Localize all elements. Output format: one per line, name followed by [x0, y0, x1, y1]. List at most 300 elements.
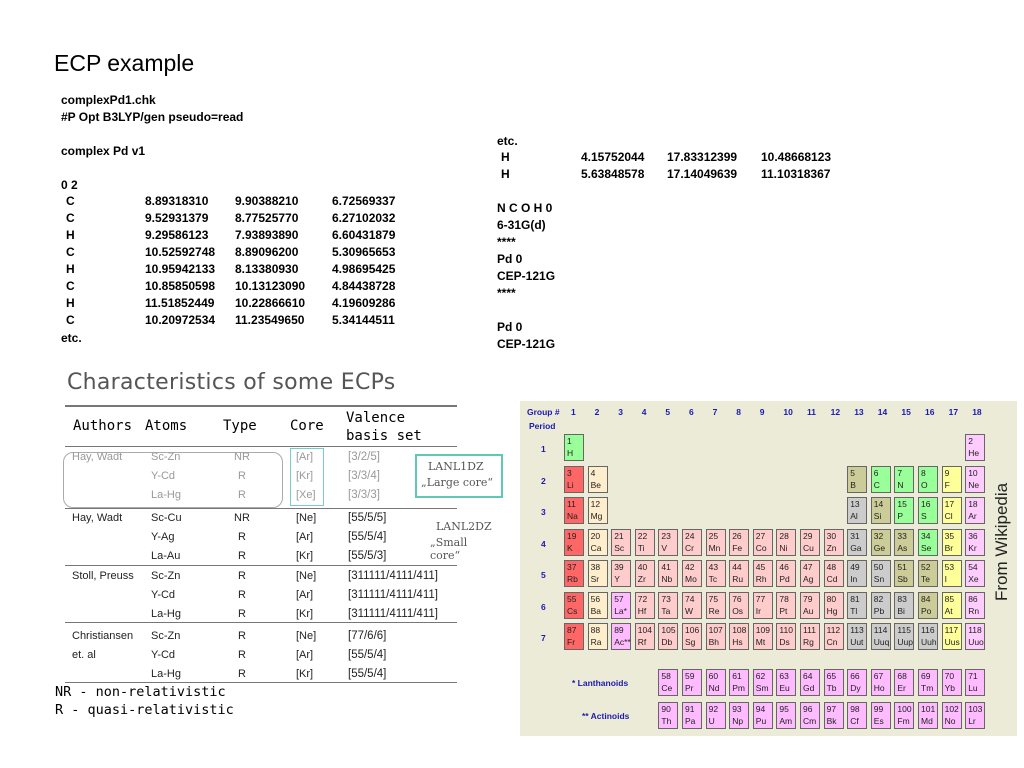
element-symbol: Hf	[637, 605, 647, 616]
atomic-number: 6	[873, 467, 879, 478]
coordinate-value: 10.13123090	[235, 279, 306, 293]
element-cell	[918, 497, 938, 524]
atomic-number: 80	[826, 593, 837, 604]
element-cell	[564, 466, 584, 493]
basis-line: CEP-121G	[497, 269, 556, 283]
element-cell	[965, 702, 985, 729]
atomic-number: 74	[685, 593, 695, 604]
atomic-number: 51	[897, 562, 907, 572]
element-cell	[847, 623, 867, 650]
atomic-number: 33	[897, 530, 907, 541]
basis-line: CEP-121G	[497, 337, 556, 351]
core-cell: [Ne]	[296, 570, 317, 582]
table-rule	[65, 446, 457, 447]
group-number: 9	[759, 407, 765, 417]
element-cell	[965, 669, 985, 696]
element-symbol: He	[968, 448, 980, 458]
element-symbol: Tl	[850, 605, 858, 616]
group-number: 4	[641, 407, 647, 417]
element-cell	[753, 623, 773, 650]
element-cell	[682, 529, 702, 556]
element-symbol: Cs	[567, 605, 578, 616]
element-symbol: Na	[567, 511, 578, 521]
element-symbol: Be	[590, 479, 601, 490]
atomic-number: 18	[968, 499, 978, 509]
element-symbol: Cu	[803, 542, 814, 553]
element-symbol: W	[685, 605, 694, 616]
atomic-number: 62	[755, 671, 766, 681]
atomic-number: 105	[661, 625, 676, 635]
element-symbol: Fm	[897, 716, 910, 726]
element-symbol: Ag	[803, 574, 814, 584]
element-cell	[847, 529, 867, 556]
atoms-cell: Sc-Zn	[151, 570, 181, 582]
table-rule	[65, 508, 457, 509]
atomic-number: 19	[567, 530, 577, 541]
atomic-number: 35	[944, 530, 955, 541]
atomic-number: 42	[685, 562, 695, 572]
group-number: 13	[854, 407, 864, 417]
atomic-number: 50	[873, 562, 884, 572]
element-cell	[942, 669, 962, 696]
atomic-number: 104	[637, 625, 652, 635]
element-symbol: Te	[921, 574, 930, 584]
atom-symbol: H	[66, 228, 75, 242]
atomic-number: 109	[755, 625, 770, 635]
atomic-number: 73	[661, 593, 671, 604]
coordinate-value: 17.83312399	[667, 150, 738, 164]
element-cell	[942, 497, 962, 524]
group-number: 3	[618, 407, 623, 417]
element-symbol: Sm	[755, 683, 769, 693]
coordinate-value: 8.13380930	[235, 262, 299, 276]
coordinate-value: 10.20972534	[145, 313, 216, 327]
element-symbol: N	[897, 479, 904, 490]
group-number: 14	[877, 407, 888, 417]
element-symbol: Yb	[944, 683, 955, 693]
input-line: complexPd1.chk	[61, 93, 156, 107]
element-symbol: Rh	[755, 574, 767, 584]
atomic-number: 68	[897, 671, 907, 681]
atomic-number: 106	[685, 625, 700, 635]
element-symbol: Mn	[708, 542, 721, 553]
element-symbol: Uuo	[968, 637, 984, 647]
author-cell: Hay, Wadt	[72, 512, 123, 524]
element-symbol: Os	[732, 605, 744, 616]
element-symbol: Sb	[897, 574, 908, 584]
element-cell	[588, 592, 608, 619]
coordinate-value: 6.72569337	[332, 194, 396, 208]
element-cell	[965, 466, 985, 493]
element-cell	[635, 592, 655, 619]
group-number: 7	[712, 407, 718, 417]
atomic-number: 1	[567, 436, 572, 446]
element-symbol: Ba	[590, 605, 601, 616]
type-cell: NR	[234, 512, 250, 524]
atomic-number: 57	[614, 593, 624, 604]
atomic-number: 98	[850, 704, 860, 714]
type-cell: R	[238, 649, 246, 661]
atomic-number: 63	[779, 671, 789, 681]
group-number: 1	[571, 407, 576, 417]
element-cell	[894, 592, 914, 619]
atomic-number: 23	[661, 530, 671, 541]
wikipedia-credit: From Wikipedia	[992, 482, 1011, 601]
element-cell	[753, 529, 773, 556]
atomic-number: 103	[968, 704, 983, 714]
basis-cell: [3/2/5]	[348, 451, 380, 463]
element-symbol: Cr	[685, 542, 694, 553]
basis-cell: [311111/4111/411]	[348, 589, 438, 601]
basis-cell: [77/6/6]	[348, 630, 387, 642]
element-symbol: Pt	[779, 605, 788, 616]
element-cell	[776, 702, 796, 729]
element-symbol: Pm	[732, 683, 745, 693]
element-cell	[871, 669, 891, 696]
atomic-number: 97	[826, 704, 837, 714]
atomic-number: 87	[567, 625, 577, 635]
group-label: Group #	[527, 407, 560, 417]
element-symbol: Np	[732, 716, 744, 726]
group-number: 12	[830, 407, 841, 417]
basis-line: N C O H 0	[497, 201, 553, 215]
element-symbol: Bh	[708, 637, 719, 647]
type-cell: R	[238, 550, 246, 562]
actinoids-label: ** Actinoids	[582, 711, 630, 721]
element-cell	[658, 669, 678, 696]
atomic-number: 108	[732, 625, 747, 635]
atomic-number: 36	[968, 530, 978, 541]
element-cell	[847, 669, 867, 696]
atomic-number: 89	[614, 625, 624, 635]
element-cell	[894, 560, 914, 587]
element-symbol: Uuh	[921, 637, 937, 647]
coordinate-value: 4.15752044	[581, 150, 645, 164]
atoms-cell: Y-Cd	[151, 589, 176, 601]
atomic-number: 54	[968, 562, 978, 572]
coordinate-value: 10.85850598	[145, 279, 216, 293]
element-cell	[871, 497, 891, 524]
element-cell	[918, 529, 938, 556]
atomic-number: 28	[779, 530, 789, 541]
atomic-number: 40	[637, 562, 648, 572]
input-line: 0 2	[61, 178, 78, 192]
element-symbol: La*	[614, 605, 627, 616]
element-symbol: Ce	[661, 683, 673, 693]
element-cell	[706, 669, 726, 696]
atomic-number: 4	[590, 467, 596, 478]
element-cell	[894, 466, 914, 493]
element-cell	[588, 560, 608, 587]
input-line	[61, 126, 243, 143]
element-symbol: Pd	[779, 574, 790, 584]
atomic-number: 26	[732, 530, 742, 541]
element-symbol: Pa	[685, 716, 696, 726]
basis-line	[497, 302, 555, 319]
atomic-number: 31	[850, 530, 860, 541]
element-symbol: Sg	[685, 637, 696, 647]
core-cell: [Ar]	[296, 589, 314, 601]
element-cell	[658, 702, 678, 729]
author-cell: Stoll, Preuss	[72, 570, 134, 582]
element-cell	[611, 560, 631, 587]
element-symbol: Er	[897, 683, 906, 693]
atoms-cell: Y-Cd	[151, 649, 176, 661]
element-symbol: O	[921, 479, 928, 490]
element-symbol: B	[850, 479, 856, 490]
element-cell	[564, 529, 584, 556]
atomic-number: 2	[968, 436, 973, 446]
element-cell	[871, 702, 891, 729]
atomic-number: 8	[921, 467, 926, 478]
basis-cell: [311111/4111/411]	[348, 608, 438, 620]
element-symbol: Kr	[968, 542, 977, 553]
element-cell	[918, 623, 938, 650]
group-number: 18	[972, 407, 982, 417]
element-cell	[753, 560, 773, 587]
element-symbol: Mg	[590, 511, 603, 521]
atoms-cell: Sc-Zn	[151, 451, 181, 463]
atomic-number: 37	[567, 562, 577, 572]
element-symbol: U	[708, 716, 715, 726]
element-cell	[729, 623, 749, 650]
element-cell	[588, 529, 608, 556]
element-symbol: Rg	[803, 637, 814, 647]
element-symbol: Se	[921, 542, 932, 553]
header-type: Type	[223, 418, 257, 434]
element-symbol: Zr	[637, 574, 646, 584]
element-cell	[824, 702, 844, 729]
element-symbol: Ho	[873, 683, 885, 693]
element-symbol: Ca	[590, 542, 602, 553]
element-cell	[918, 592, 938, 619]
lanthanoids-label: * Lanthanoids	[572, 678, 629, 688]
element-symbol: S	[921, 511, 927, 521]
element-cell	[564, 592, 584, 619]
type-cell: R	[238, 630, 246, 642]
atomic-number: 71	[968, 671, 978, 681]
element-symbol: Sc	[614, 542, 625, 553]
atomic-number: 16	[921, 499, 931, 509]
element-cell	[564, 497, 584, 524]
element-symbol: Ni	[779, 542, 788, 553]
atomic-number: 52	[921, 562, 931, 572]
element-symbol: Rn	[968, 605, 980, 616]
element-cell	[564, 434, 584, 461]
element-symbol: Po	[921, 605, 932, 616]
core-cell: [Kr]	[296, 470, 314, 482]
element-cell	[658, 529, 678, 556]
element-symbol: Uut	[850, 637, 864, 647]
element-symbol: Es	[873, 716, 884, 726]
atomic-number: 53	[944, 562, 955, 572]
element-cell	[706, 560, 726, 587]
element-cell	[682, 623, 702, 650]
atomic-number: 112	[826, 625, 841, 635]
atomic-number: 14	[873, 499, 884, 509]
atomic-number: 110	[779, 625, 793, 635]
element-cell	[800, 702, 820, 729]
atomic-number: 79	[803, 593, 813, 604]
element-cell	[824, 669, 844, 696]
atomic-number: 81	[850, 593, 860, 604]
atomic-number: 76	[732, 593, 742, 604]
coordinate-value: 4.84438728	[332, 279, 396, 293]
coordinate-value: 10.95942133	[145, 262, 216, 276]
element-cell	[729, 560, 749, 587]
element-symbol: Md	[921, 716, 933, 726]
element-cell	[776, 669, 796, 696]
group-number: 11	[807, 407, 816, 417]
basis-set-block	[497, 200, 555, 353]
element-cell	[682, 669, 702, 696]
atomic-number: 116	[921, 625, 935, 635]
element-symbol: Tm	[921, 683, 934, 693]
element-cell	[847, 702, 867, 729]
coordinate-value: 9.90388210	[235, 194, 299, 208]
atoms-cell: Sc-Cu	[151, 512, 182, 524]
core-cell: [Kr]	[296, 550, 314, 562]
element-symbol: Gd	[803, 683, 815, 693]
element-symbol: Ac**	[614, 637, 631, 647]
element-symbol: Hg	[826, 605, 838, 616]
atomic-number: 15	[897, 499, 907, 509]
element-cell	[564, 560, 584, 587]
core-cell: [Ar]	[296, 531, 314, 543]
coordinate-value: 10.52592748	[145, 245, 216, 259]
atomic-number: 82	[873, 593, 884, 604]
header-authors: Authors	[73, 418, 133, 434]
ecp-figure-title: Characteristics of some ECPs	[67, 370, 396, 395]
table-rule	[65, 682, 457, 683]
coordinate-value: 5.63848578	[581, 167, 645, 181]
input-line: complex Pd v1	[61, 144, 146, 158]
element-cell	[635, 623, 655, 650]
atomic-number: 47	[803, 562, 813, 572]
element-symbol: Rb	[567, 574, 578, 584]
type-cell: R	[238, 531, 246, 543]
element-symbol: Cf	[850, 716, 859, 726]
basis-line: Pd 0	[497, 252, 523, 266]
coordinate-value: 11.51852449	[145, 296, 215, 310]
atomic-number: 117	[944, 625, 959, 635]
basis-cell: [55/5/5]	[348, 512, 387, 524]
atomic-number: 20	[590, 530, 601, 541]
atomic-number: 24	[685, 530, 695, 541]
element-cell	[753, 669, 773, 696]
element-cell	[635, 560, 655, 587]
table-rule	[65, 565, 457, 566]
atomic-number: 100	[897, 704, 912, 714]
element-cell	[776, 560, 796, 587]
element-cell	[824, 592, 844, 619]
note-lanl1dz: LANL1DZ	[428, 460, 484, 473]
element-symbol: H	[567, 448, 574, 458]
atomic-number: 90	[661, 704, 671, 714]
etc-left: etc.	[61, 331, 82, 345]
atomic-number: 102	[944, 704, 959, 714]
element-cell	[918, 702, 938, 729]
element-cell	[942, 529, 962, 556]
element-symbol: Am	[779, 716, 793, 726]
atom-symbol: C	[66, 194, 75, 208]
atomic-number: 46	[779, 562, 789, 572]
core-cell: [Ne]	[296, 512, 317, 524]
element-symbol: Sr	[590, 574, 600, 584]
atomic-number: 49	[850, 562, 860, 572]
author-cell: Hay, Wadt	[72, 451, 123, 463]
coordinate-value: 8.89318310	[145, 194, 209, 208]
atomic-number: 94	[755, 704, 766, 714]
element-cell	[824, 623, 844, 650]
basis-cell: [55/5/4]	[348, 649, 387, 661]
element-cell	[776, 592, 796, 619]
input-line	[61, 160, 243, 177]
atomic-number: 60	[708, 671, 719, 681]
element-cell	[776, 529, 796, 556]
coordinate-value: 6.27102032	[332, 211, 396, 225]
period-number: 5	[541, 570, 546, 580]
element-cell	[611, 623, 631, 650]
coordinate-value: 17.14049639	[667, 167, 738, 181]
element-cell	[918, 669, 938, 696]
coordinate-value: 9.52931379	[145, 211, 209, 225]
element-symbol: Cd	[826, 574, 838, 584]
element-symbol: Db	[661, 637, 673, 647]
element-cell	[729, 529, 749, 556]
period-number: 2	[541, 475, 546, 486]
coordinate-value: 4.19609286	[332, 296, 396, 310]
atomic-number: 43	[708, 562, 719, 572]
atomic-number: 66	[850, 671, 860, 681]
period-number: 4	[541, 538, 546, 549]
element-symbol: Ru	[732, 574, 744, 584]
element-symbol: Au	[803, 605, 814, 616]
atomic-number: 65	[826, 671, 837, 681]
element-symbol: Fr	[567, 637, 576, 647]
basis-cell: [3/3/3]	[348, 489, 380, 501]
coordinate-value: 10.48668123	[761, 150, 832, 164]
atomic-number: 95	[779, 704, 789, 714]
atoms-cell: Sc-Zn	[151, 630, 181, 642]
element-cell	[658, 623, 678, 650]
periodic-table	[520, 401, 1017, 736]
atom-symbol: C	[66, 211, 75, 225]
element-symbol: Mo	[685, 574, 697, 584]
type-cell: R	[238, 470, 246, 482]
element-cell	[658, 560, 678, 587]
legend-nr: NR - non-relativistic	[55, 684, 226, 700]
atoms-cell: Y-Cd	[151, 470, 176, 482]
element-symbol: Cn	[826, 637, 838, 647]
period-number: 7	[541, 633, 546, 643]
basis-cell: [55/5/4]	[348, 531, 387, 543]
atomic-number: 56	[590, 593, 601, 604]
legend-r: R - quasi-relativistic	[55, 702, 234, 718]
atomic-number: 12	[590, 499, 601, 509]
element-cell	[965, 434, 985, 461]
element-symbol: In	[850, 574, 858, 584]
element-symbol: Ra	[590, 637, 602, 647]
atom-symbol: H	[66, 296, 75, 310]
atomic-number: 45	[755, 562, 766, 572]
element-cell	[847, 466, 867, 493]
atomic-number: 72	[637, 593, 648, 604]
atoms-cell: La-Hg	[151, 489, 181, 501]
element-symbol: Xe	[968, 574, 979, 584]
atomic-number: 107	[708, 625, 723, 635]
element-symbol: C	[873, 479, 880, 490]
